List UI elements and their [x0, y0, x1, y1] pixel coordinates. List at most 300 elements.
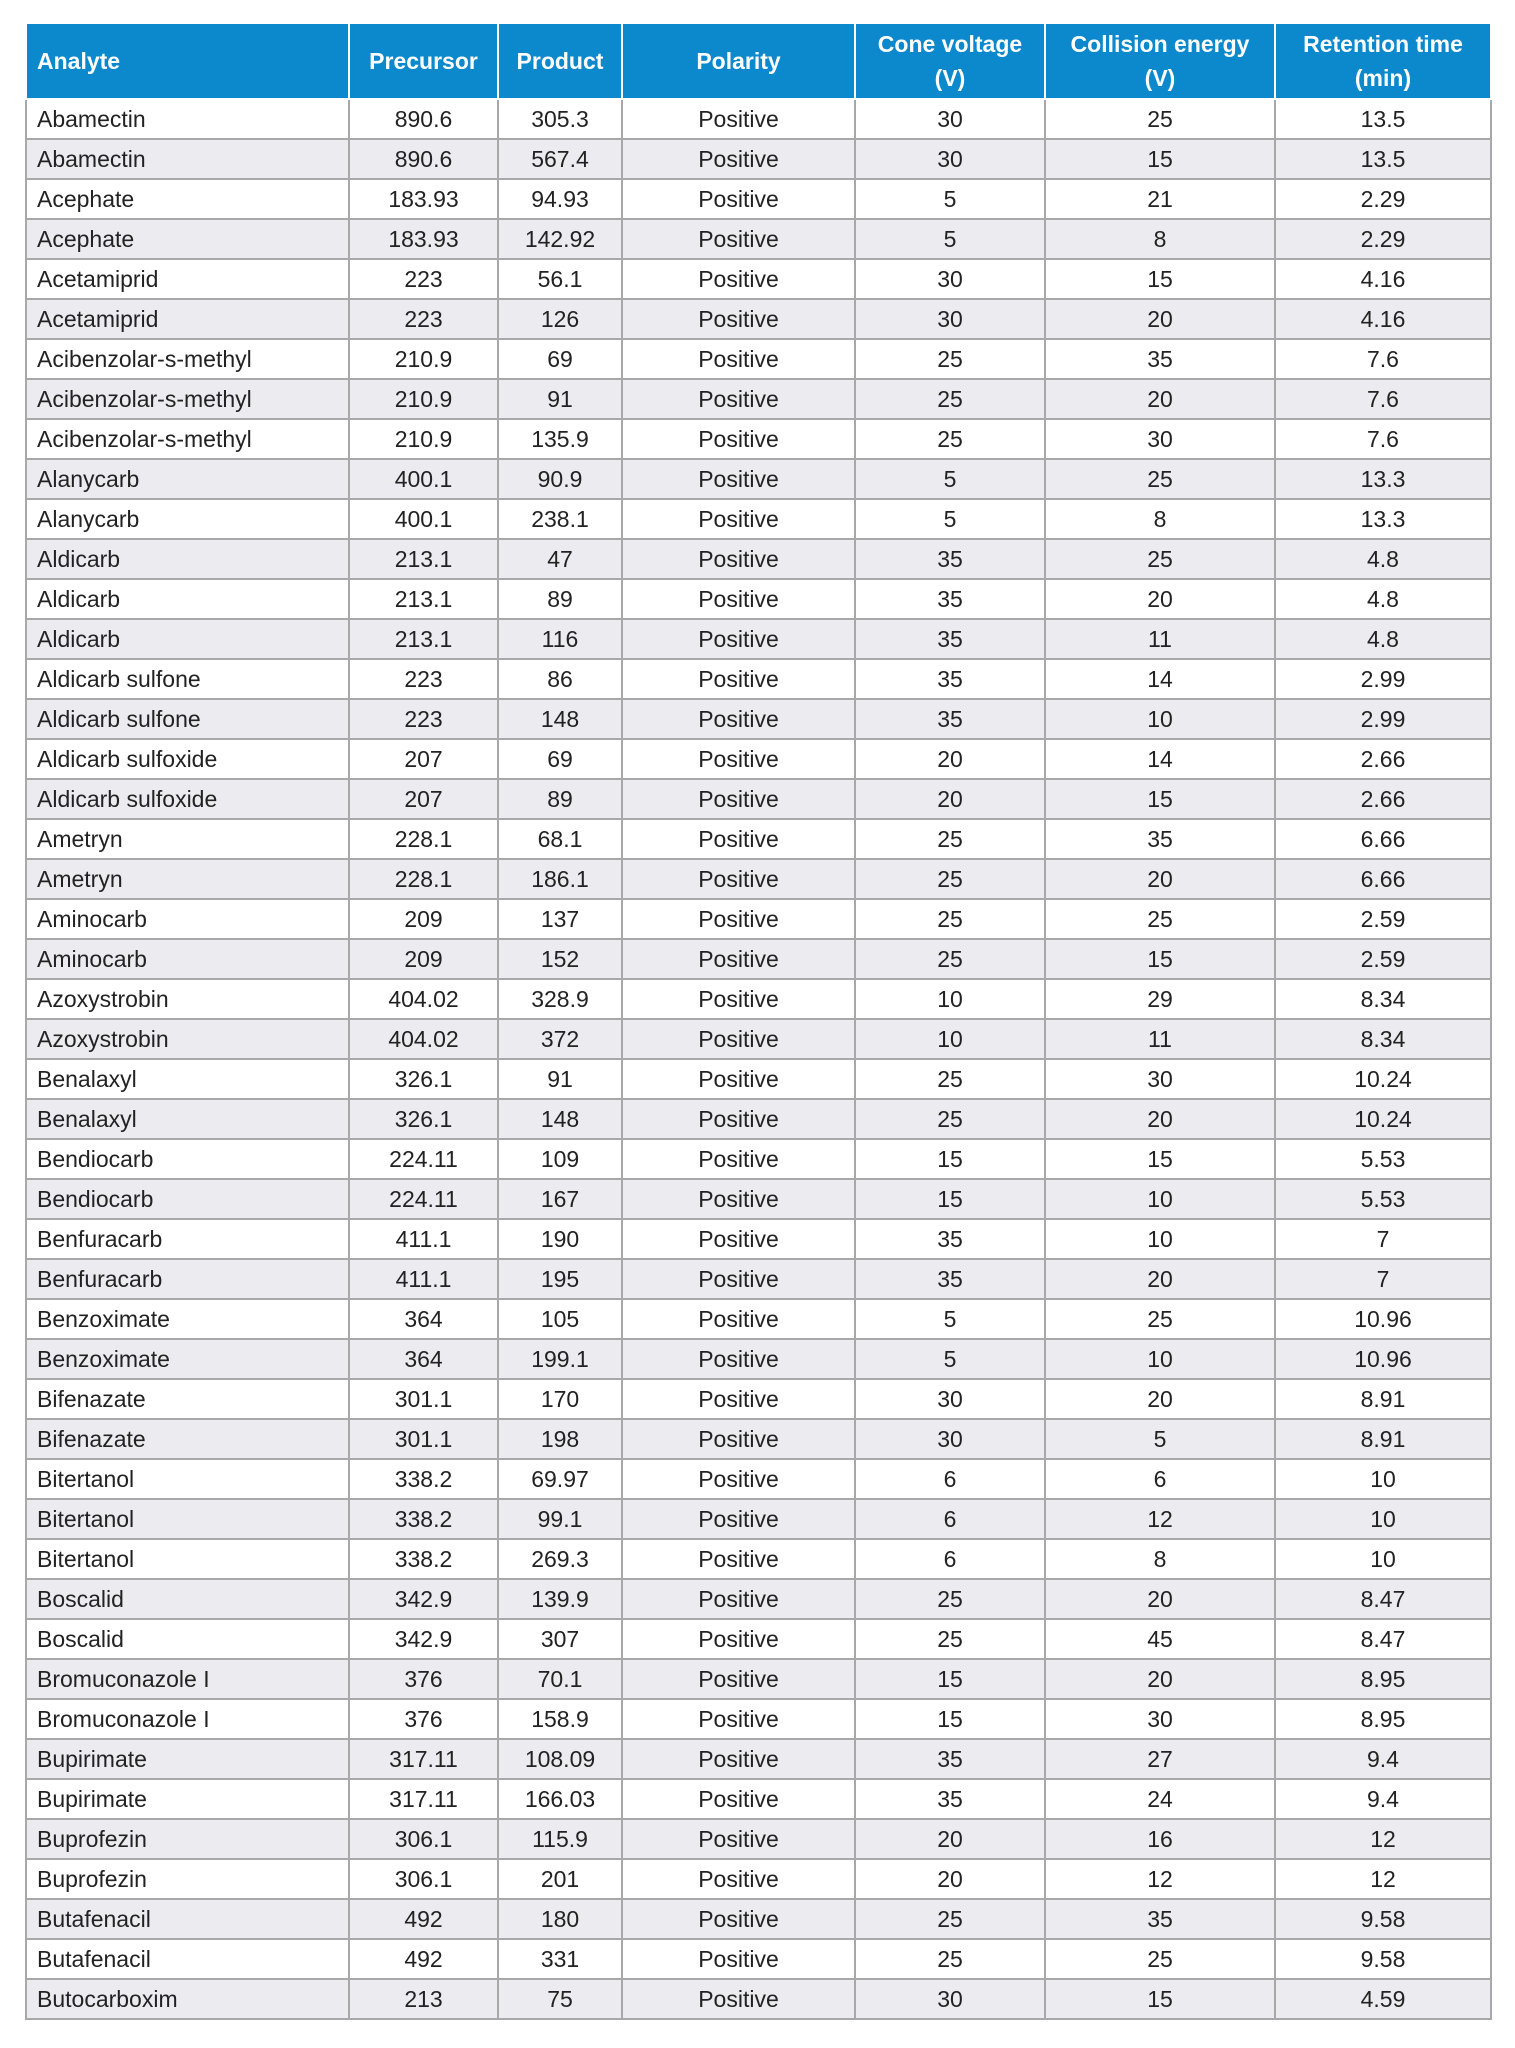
cell-retention-time: 2.29: [1275, 219, 1491, 259]
cell-product: 166.03: [498, 1779, 622, 1819]
cell-analyte: Aldicarb sulfoxide: [26, 739, 349, 779]
cell-product: 137: [498, 899, 622, 939]
table-row: [26, 1219, 1491, 1259]
cell-retention-time: 4.8: [1275, 619, 1491, 659]
table-row: [26, 1899, 1491, 1939]
cell-analyte: Benalaxyl: [26, 1099, 349, 1139]
cell-collision-energy: 12: [1045, 1859, 1275, 1899]
cell-precursor: 223: [349, 299, 498, 339]
cell-analyte: Bupirimate: [26, 1739, 349, 1779]
table-row: [26, 1459, 1491, 1499]
cell-polarity: Positive: [622, 1419, 855, 1459]
cell-product: 331: [498, 1939, 622, 1979]
cell-analyte: Acibenzolar-s-methyl: [26, 379, 349, 419]
cell-precursor: 364: [349, 1339, 498, 1379]
cell-cone-voltage: 10: [855, 979, 1045, 1019]
cell-analyte: Butafenacil: [26, 1899, 349, 1939]
cell-product: 70.1: [498, 1659, 622, 1699]
cell-precursor: 342.9: [349, 1619, 498, 1659]
cell-polarity: Positive: [622, 1739, 855, 1779]
cell-analyte: Bromuconazole I: [26, 1659, 349, 1699]
cell-retention-time: 8.95: [1275, 1659, 1491, 1699]
table-row: [26, 1739, 1491, 1779]
cell-retention-time: 5.53: [1275, 1139, 1491, 1179]
cell-precursor: 492: [349, 1899, 498, 1939]
cell-product: 56.1: [498, 259, 622, 299]
cell-cone-voltage: 25: [855, 899, 1045, 939]
cell-retention-time: 8.91: [1275, 1379, 1491, 1419]
table-row: [26, 1419, 1491, 1459]
cell-precursor: 492: [349, 1939, 498, 1979]
cell-collision-energy: 6: [1045, 1459, 1275, 1499]
cell-precursor: 338.2: [349, 1499, 498, 1539]
cell-collision-energy: 20: [1045, 1099, 1275, 1139]
table-row: [26, 1859, 1491, 1899]
table-row: [26, 259, 1491, 299]
cell-polarity: Positive: [622, 1339, 855, 1379]
table-row: [26, 1099, 1491, 1139]
cell-cone-voltage: 35: [855, 1779, 1045, 1819]
cell-retention-time: 7.6: [1275, 339, 1491, 379]
table-row: [26, 379, 1491, 419]
header-product: Product: [498, 23, 622, 99]
cell-collision-energy: 35: [1045, 1899, 1275, 1939]
cell-retention-time: 10.24: [1275, 1099, 1491, 1139]
cell-precursor: 342.9: [349, 1579, 498, 1619]
cell-polarity: Positive: [622, 1779, 855, 1819]
cell-product: 305.3: [498, 99, 622, 139]
cell-analyte: Bendiocarb: [26, 1139, 349, 1179]
cell-collision-energy: 20: [1045, 1379, 1275, 1419]
cell-cone-voltage: 30: [855, 99, 1045, 139]
cell-cone-voltage: 5: [855, 499, 1045, 539]
cell-polarity: Positive: [622, 1019, 855, 1059]
table-row: [26, 1659, 1491, 1699]
table-row: [26, 219, 1491, 259]
cell-precursor: 411.1: [349, 1219, 498, 1259]
cell-precursor: 317.11: [349, 1739, 498, 1779]
cell-analyte: Bitertanol: [26, 1539, 349, 1579]
cell-polarity: Positive: [622, 1619, 855, 1659]
cell-polarity: Positive: [622, 1099, 855, 1139]
table-row: [26, 339, 1491, 379]
cell-product: 139.9: [498, 1579, 622, 1619]
cell-precursor: 306.1: [349, 1859, 498, 1899]
cell-collision-energy: 16: [1045, 1819, 1275, 1859]
table-row: [26, 539, 1491, 579]
cell-collision-energy: 5: [1045, 1419, 1275, 1459]
table-row: [26, 899, 1491, 939]
table-row: [26, 659, 1491, 699]
cell-analyte: Benfuracarb: [26, 1219, 349, 1259]
cell-analyte: Bitertanol: [26, 1459, 349, 1499]
cell-precursor: 338.2: [349, 1459, 498, 1499]
cell-polarity: Positive: [622, 899, 855, 939]
table-row: [26, 179, 1491, 219]
cell-precursor: 306.1: [349, 1819, 498, 1859]
cell-polarity: Positive: [622, 619, 855, 659]
cell-collision-energy: 10: [1045, 1179, 1275, 1219]
cell-retention-time: 2.59: [1275, 939, 1491, 979]
cell-precursor: 209: [349, 939, 498, 979]
cell-analyte: Aldicarb: [26, 539, 349, 579]
cell-polarity: Positive: [622, 1179, 855, 1219]
cell-analyte: Ametryn: [26, 859, 349, 899]
cell-retention-time: 8.95: [1275, 1699, 1491, 1739]
table-row: [26, 1699, 1491, 1739]
cell-collision-energy: 24: [1045, 1779, 1275, 1819]
cell-precursor: 301.1: [349, 1419, 498, 1459]
table-row: [26, 619, 1491, 659]
cell-precursor: 207: [349, 739, 498, 779]
cell-cone-voltage: 6: [855, 1539, 1045, 1579]
cell-analyte: Acetamiprid: [26, 259, 349, 299]
cell-cone-voltage: 20: [855, 779, 1045, 819]
cell-collision-energy: 11: [1045, 619, 1275, 659]
cell-retention-time: 8.47: [1275, 1619, 1491, 1659]
header-polarity: Polarity: [622, 23, 855, 99]
cell-cone-voltage: 25: [855, 339, 1045, 379]
cell-cone-voltage: 25: [855, 859, 1045, 899]
cell-precursor: 224.11: [349, 1179, 498, 1219]
cell-collision-energy: 15: [1045, 1979, 1275, 2019]
table-row: [26, 1979, 1491, 2019]
cell-collision-energy: 20: [1045, 1579, 1275, 1619]
cell-precursor: 404.02: [349, 979, 498, 1019]
cell-polarity: Positive: [622, 939, 855, 979]
cell-retention-time: 6.66: [1275, 859, 1491, 899]
cell-polarity: Positive: [622, 1539, 855, 1579]
cell-cone-voltage: 35: [855, 1259, 1045, 1299]
cell-analyte: Alanycarb: [26, 459, 349, 499]
cell-precursor: 213.1: [349, 619, 498, 659]
cell-product: 47: [498, 539, 622, 579]
cell-collision-energy: 14: [1045, 739, 1275, 779]
cell-analyte: Aldicarb: [26, 619, 349, 659]
cell-cone-voltage: 30: [855, 1979, 1045, 2019]
table-row: [26, 1299, 1491, 1339]
table-row: [26, 859, 1491, 899]
cell-product: 148: [498, 699, 622, 739]
cell-cone-voltage: 20: [855, 739, 1045, 779]
cell-analyte: Benalaxyl: [26, 1059, 349, 1099]
table-container: [25, 22, 1490, 2020]
cell-product: 269.3: [498, 1539, 622, 1579]
cell-polarity: Positive: [622, 1499, 855, 1539]
cell-collision-energy: 20: [1045, 859, 1275, 899]
cell-cone-voltage: 25: [855, 819, 1045, 859]
cell-collision-energy: 25: [1045, 1299, 1275, 1339]
cell-analyte: Bitertanol: [26, 1499, 349, 1539]
cell-polarity: Positive: [622, 1899, 855, 1939]
cell-polarity: Positive: [622, 339, 855, 379]
cell-polarity: Positive: [622, 219, 855, 259]
cell-cone-voltage: 5: [855, 219, 1045, 259]
table-row: [26, 979, 1491, 1019]
cell-polarity: Positive: [622, 299, 855, 339]
cell-precursor: 338.2: [349, 1539, 498, 1579]
cell-collision-energy: 15: [1045, 779, 1275, 819]
cell-collision-energy: 14: [1045, 659, 1275, 699]
cell-precursor: 210.9: [349, 339, 498, 379]
cell-collision-energy: 30: [1045, 1699, 1275, 1739]
cell-product: 94.93: [498, 179, 622, 219]
cell-polarity: Positive: [622, 1659, 855, 1699]
cell-collision-energy: 30: [1045, 419, 1275, 459]
cell-cone-voltage: 35: [855, 539, 1045, 579]
cell-retention-time: 9.58: [1275, 1899, 1491, 1939]
cell-polarity: Positive: [622, 779, 855, 819]
table-row: [26, 139, 1491, 179]
cell-collision-energy: 29: [1045, 979, 1275, 1019]
table-row: [26, 939, 1491, 979]
cell-polarity: Positive: [622, 699, 855, 739]
cell-cone-voltage: 30: [855, 1379, 1045, 1419]
table-row: [26, 1779, 1491, 1819]
cell-product: 69.97: [498, 1459, 622, 1499]
cell-precursor: 210.9: [349, 379, 498, 419]
cell-retention-time: 2.66: [1275, 739, 1491, 779]
cell-precursor: 326.1: [349, 1099, 498, 1139]
cell-collision-energy: 20: [1045, 579, 1275, 619]
cell-polarity: Positive: [622, 419, 855, 459]
cell-analyte: Alanycarb: [26, 499, 349, 539]
cell-analyte: Buprofezin: [26, 1819, 349, 1859]
table-row: [26, 779, 1491, 819]
cell-collision-energy: 8: [1045, 1539, 1275, 1579]
cell-cone-voltage: 15: [855, 1699, 1045, 1739]
cell-polarity: Positive: [622, 139, 855, 179]
cell-precursor: 376: [349, 1699, 498, 1739]
cell-retention-time: 7: [1275, 1219, 1491, 1259]
cell-precursor: 223: [349, 699, 498, 739]
cell-product: 372: [498, 1019, 622, 1059]
cell-precursor: 213: [349, 1979, 498, 2019]
cell-precursor: 411.1: [349, 1259, 498, 1299]
cell-product: 126: [498, 299, 622, 339]
cell-cone-voltage: 30: [855, 1419, 1045, 1459]
cell-retention-time: 4.8: [1275, 579, 1491, 619]
table-row: [26, 1819, 1491, 1859]
cell-polarity: Positive: [622, 579, 855, 619]
cell-collision-energy: 15: [1045, 139, 1275, 179]
cell-retention-time: 8.47: [1275, 1579, 1491, 1619]
table-body: [26, 99, 1491, 2019]
cell-product: 115.9: [498, 1819, 622, 1859]
cell-product: 91: [498, 1059, 622, 1099]
cell-precursor: 404.02: [349, 1019, 498, 1059]
cell-product: 170: [498, 1379, 622, 1419]
cell-analyte: Acephate: [26, 179, 349, 219]
table-row: [26, 1939, 1491, 1979]
header-retention-time: Retention time (min): [1275, 23, 1491, 99]
table-row: [26, 459, 1491, 499]
header-cone-voltage: Cone voltage (V): [855, 23, 1045, 99]
cell-retention-time: 2.29: [1275, 179, 1491, 219]
cell-cone-voltage: 25: [855, 1619, 1045, 1659]
cell-precursor: 364: [349, 1299, 498, 1339]
cell-cone-voltage: 25: [855, 1939, 1045, 1979]
cell-retention-time: 9.4: [1275, 1739, 1491, 1779]
cell-analyte: Acibenzolar-s-methyl: [26, 339, 349, 379]
cell-product: 190: [498, 1219, 622, 1259]
cell-retention-time: 10: [1275, 1459, 1491, 1499]
cell-retention-time: 7.6: [1275, 379, 1491, 419]
cell-collision-energy: 10: [1045, 1339, 1275, 1379]
table-row: [26, 699, 1491, 739]
cell-analyte: Butafenacil: [26, 1939, 349, 1979]
table-row: [26, 1259, 1491, 1299]
cell-analyte: Ametryn: [26, 819, 349, 859]
cell-polarity: Positive: [622, 499, 855, 539]
table-row: [26, 1019, 1491, 1059]
cell-collision-energy: 15: [1045, 259, 1275, 299]
cell-cone-voltage: 35: [855, 659, 1045, 699]
cell-polarity: Positive: [622, 539, 855, 579]
cell-product: 180: [498, 1899, 622, 1939]
cell-cone-voltage: 30: [855, 139, 1045, 179]
cell-cone-voltage: 5: [855, 1339, 1045, 1379]
cell-product: 89: [498, 579, 622, 619]
cell-product: 69: [498, 339, 622, 379]
cell-product: 195: [498, 1259, 622, 1299]
cell-collision-energy: 20: [1045, 379, 1275, 419]
cell-collision-energy: 8: [1045, 219, 1275, 259]
table-row: [26, 819, 1491, 859]
cell-collision-energy: 12: [1045, 1499, 1275, 1539]
cell-precursor: 301.1: [349, 1379, 498, 1419]
cell-cone-voltage: 5: [855, 459, 1045, 499]
cell-collision-energy: 25: [1045, 539, 1275, 579]
cell-product: 91: [498, 379, 622, 419]
cell-cone-voltage: 15: [855, 1139, 1045, 1179]
cell-collision-energy: 10: [1045, 699, 1275, 739]
cell-retention-time: 5.53: [1275, 1179, 1491, 1219]
cell-polarity: Positive: [622, 859, 855, 899]
cell-precursor: 183.93: [349, 219, 498, 259]
cell-retention-time: 12: [1275, 1859, 1491, 1899]
header-row: [26, 23, 1491, 99]
cell-collision-energy: 25: [1045, 99, 1275, 139]
cell-product: 186.1: [498, 859, 622, 899]
cell-retention-time: 4.59: [1275, 1979, 1491, 2019]
table-row: [26, 1059, 1491, 1099]
cell-cone-voltage: 35: [855, 619, 1045, 659]
cell-cone-voltage: 25: [855, 1059, 1045, 1099]
table-row: [26, 1379, 1491, 1419]
cell-product: 135.9: [498, 419, 622, 459]
cell-precursor: 213.1: [349, 539, 498, 579]
cell-precursor: 207: [349, 779, 498, 819]
cell-retention-time: 4.16: [1275, 299, 1491, 339]
cell-cone-voltage: 35: [855, 579, 1045, 619]
cell-retention-time: 10.96: [1275, 1339, 1491, 1379]
cell-collision-energy: 45: [1045, 1619, 1275, 1659]
cell-collision-energy: 20: [1045, 1659, 1275, 1699]
cell-product: 158.9: [498, 1699, 622, 1739]
cell-analyte: Benzoximate: [26, 1339, 349, 1379]
cell-cone-voltage: 30: [855, 299, 1045, 339]
cell-retention-time: 13.3: [1275, 499, 1491, 539]
cell-analyte: Buprofezin: [26, 1859, 349, 1899]
cell-cone-voltage: 5: [855, 179, 1045, 219]
cell-cone-voltage: 6: [855, 1499, 1045, 1539]
cell-cone-voltage: 25: [855, 1579, 1045, 1619]
cell-cone-voltage: 25: [855, 1899, 1045, 1939]
cell-retention-time: 8.34: [1275, 1019, 1491, 1059]
cell-product: 199.1: [498, 1339, 622, 1379]
cell-retention-time: 4.8: [1275, 539, 1491, 579]
cell-retention-time: 13.3: [1275, 459, 1491, 499]
cell-polarity: Positive: [622, 1139, 855, 1179]
header-analyte: Analyte: [26, 23, 349, 99]
cell-cone-voltage: 35: [855, 699, 1045, 739]
cell-collision-energy: 11: [1045, 1019, 1275, 1059]
cell-precursor: 213.1: [349, 579, 498, 619]
cell-retention-time: 4.16: [1275, 259, 1491, 299]
table-row: [26, 499, 1491, 539]
cell-precursor: 223: [349, 659, 498, 699]
cell-polarity: Positive: [622, 1979, 855, 2019]
cell-product: 99.1: [498, 1499, 622, 1539]
cell-analyte: Aldicarb sulfone: [26, 699, 349, 739]
cell-retention-time: 8.91: [1275, 1419, 1491, 1459]
cell-cone-voltage: 20: [855, 1859, 1045, 1899]
cell-retention-time: 10.24: [1275, 1059, 1491, 1099]
header-precursor: Precursor: [349, 23, 498, 99]
cell-analyte: Azoxystrobin: [26, 979, 349, 1019]
cell-collision-energy: 25: [1045, 899, 1275, 939]
cell-precursor: 224.11: [349, 1139, 498, 1179]
cell-analyte: Benfuracarb: [26, 1259, 349, 1299]
cell-analyte: Acibenzolar-s-methyl: [26, 419, 349, 459]
cell-cone-voltage: 15: [855, 1659, 1045, 1699]
header-collision-energy: Collision energy (V): [1045, 23, 1275, 99]
cell-polarity: Positive: [622, 1579, 855, 1619]
cell-polarity: Positive: [622, 1859, 855, 1899]
cell-polarity: Positive: [622, 739, 855, 779]
cell-retention-time: 10.96: [1275, 1299, 1491, 1339]
cell-polarity: Positive: [622, 1459, 855, 1499]
cell-retention-time: 2.66: [1275, 779, 1491, 819]
cell-analyte: Boscalid: [26, 1619, 349, 1659]
cell-collision-energy: 20: [1045, 1259, 1275, 1299]
table-row: [26, 739, 1491, 779]
table-row: [26, 299, 1491, 339]
cell-precursor: 223: [349, 259, 498, 299]
table-row: [26, 1619, 1491, 1659]
cell-retention-time: 9.58: [1275, 1939, 1491, 1979]
table-row: [26, 419, 1491, 459]
cell-polarity: Positive: [622, 1819, 855, 1859]
cell-retention-time: 10: [1275, 1539, 1491, 1579]
cell-product: 68.1: [498, 819, 622, 859]
cell-cone-voltage: 25: [855, 1099, 1045, 1139]
cell-analyte: Aminocarb: [26, 899, 349, 939]
cell-analyte: Aldicarb: [26, 579, 349, 619]
cell-cone-voltage: 30: [855, 259, 1045, 299]
cell-retention-time: 6.66: [1275, 819, 1491, 859]
table-row: [26, 579, 1491, 619]
cell-retention-time: 13.5: [1275, 99, 1491, 139]
cell-retention-time: 8.34: [1275, 979, 1491, 1019]
cell-polarity: Positive: [622, 379, 855, 419]
cell-polarity: Positive: [622, 1259, 855, 1299]
cell-polarity: Positive: [622, 99, 855, 139]
cell-retention-time: 9.4: [1275, 1779, 1491, 1819]
cell-product: 108.09: [498, 1739, 622, 1779]
cell-cone-voltage: 6: [855, 1459, 1045, 1499]
